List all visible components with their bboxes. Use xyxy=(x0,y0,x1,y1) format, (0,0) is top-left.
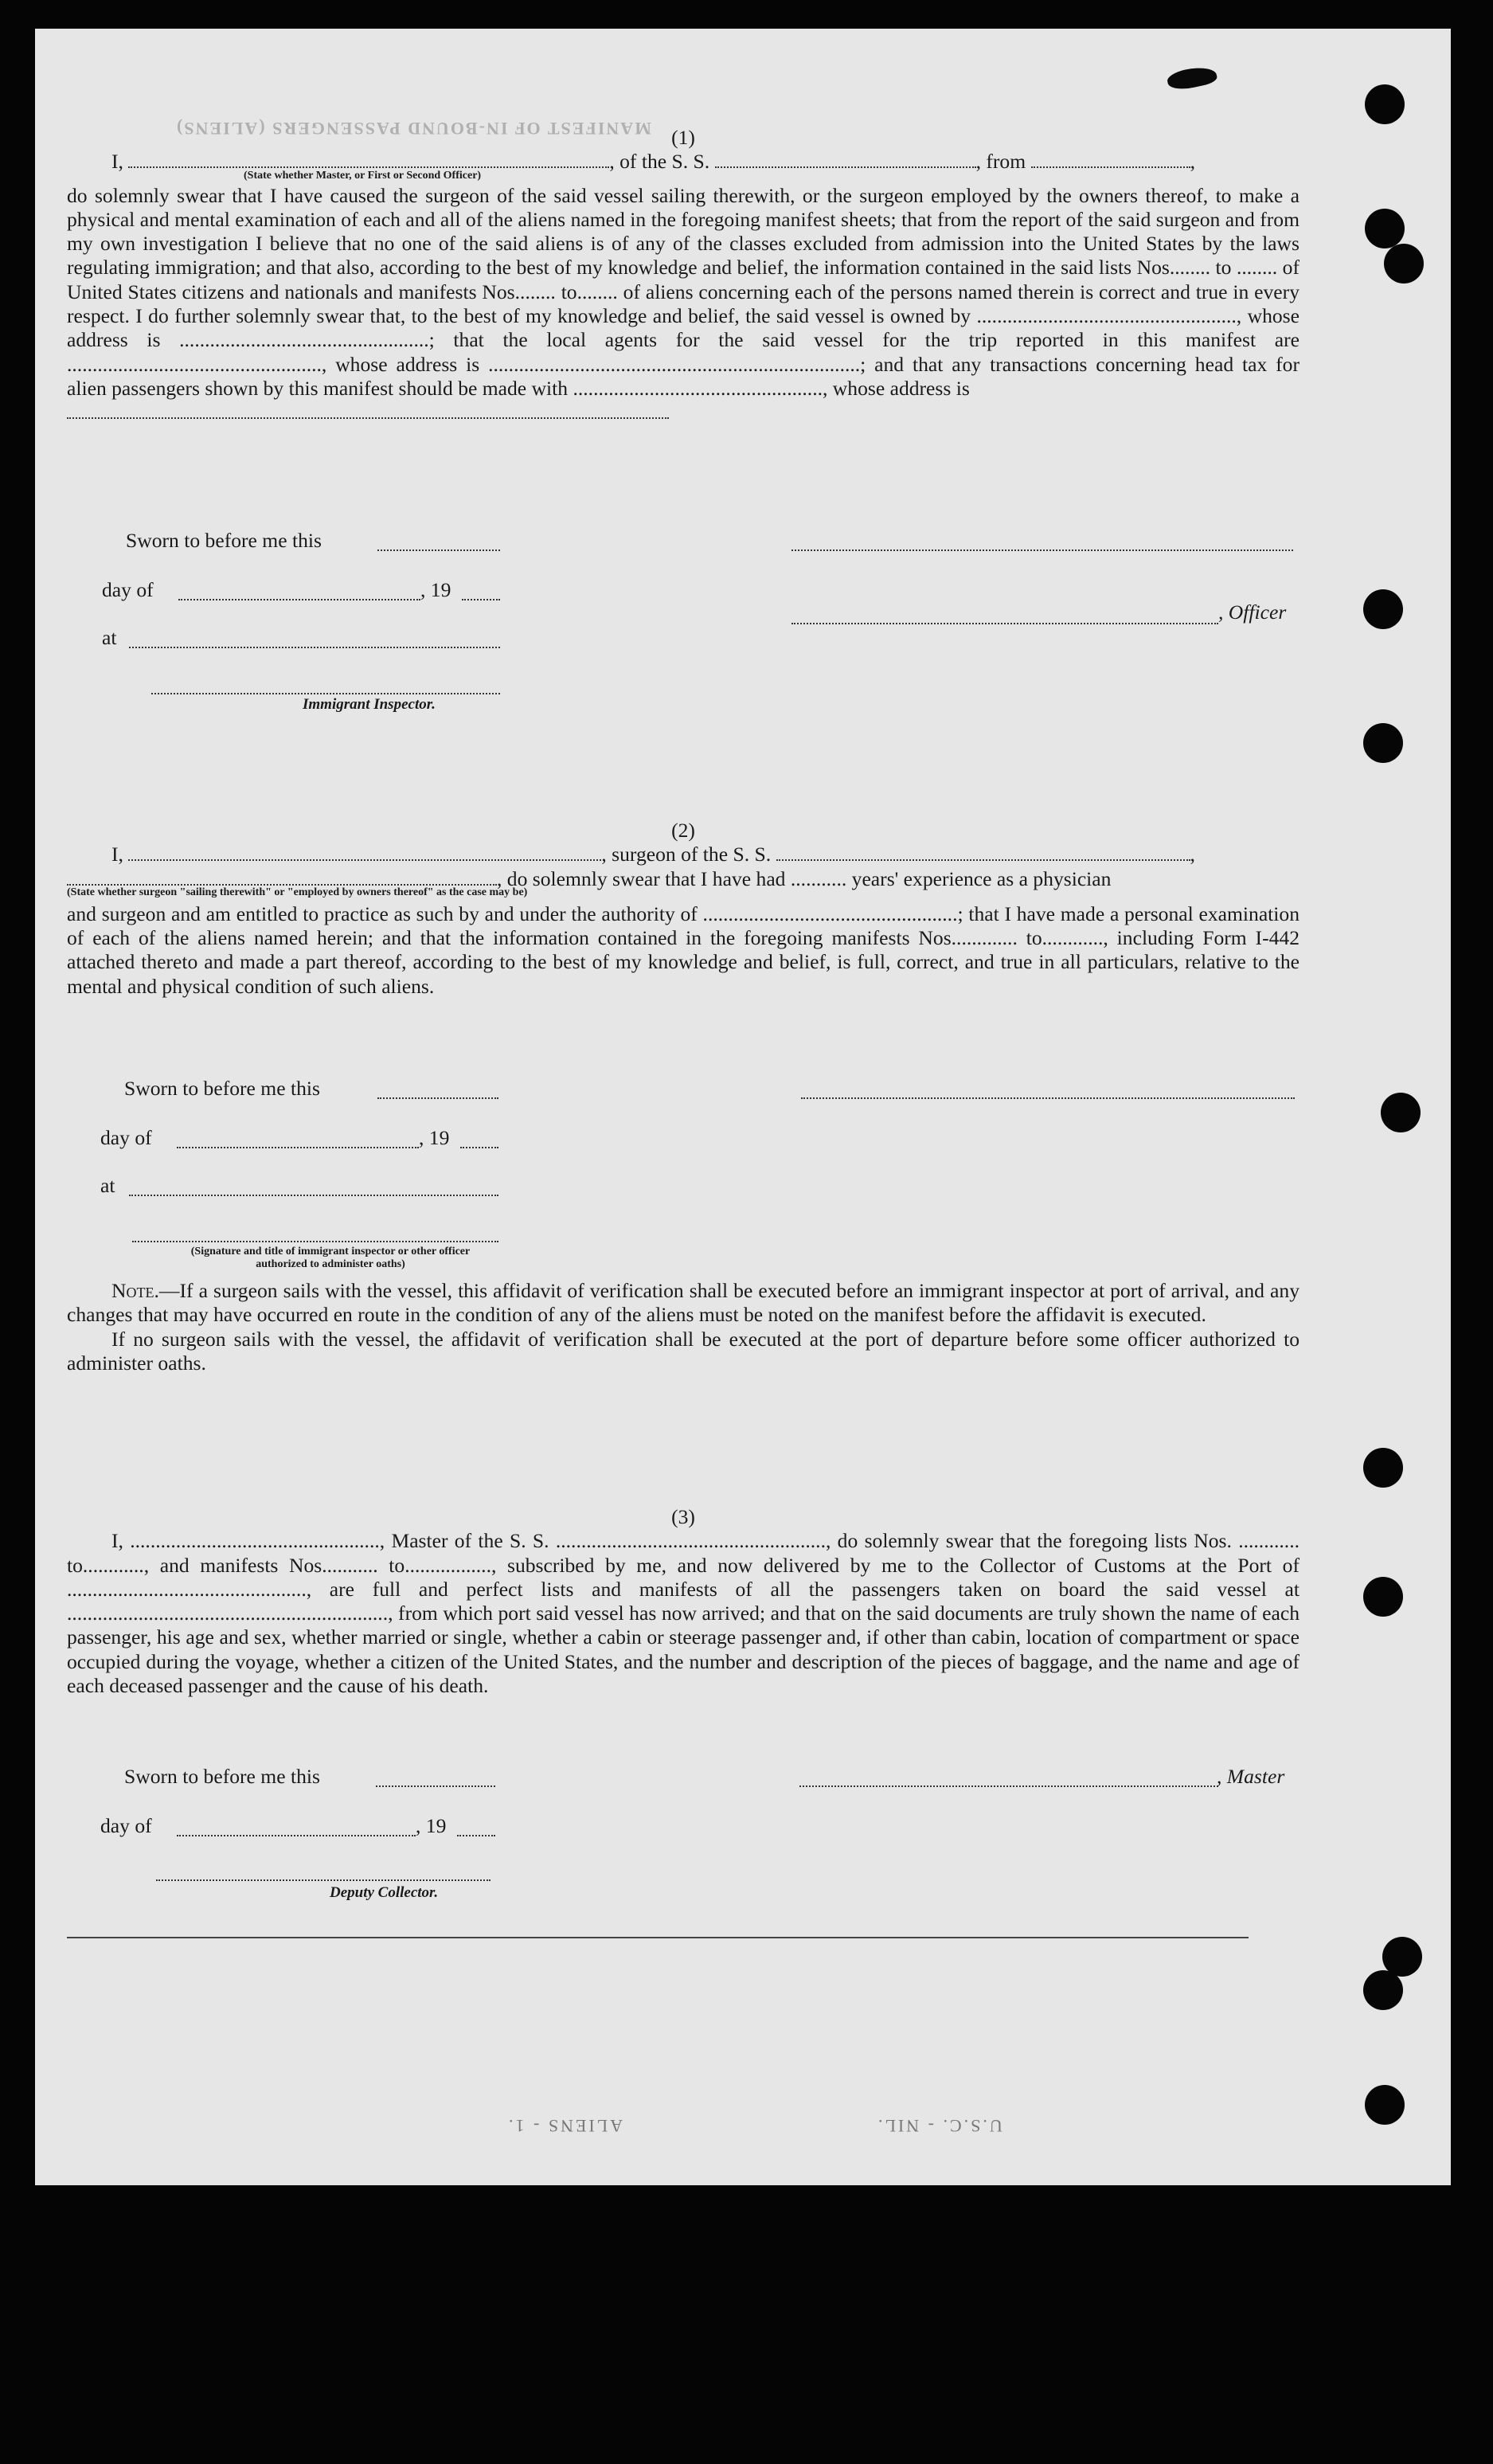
surgeon-caption: (State whether surgeon "sailing therewith" or "employed by owners thereof" as the case may be) xyxy=(67,886,528,898)
at-label-1: at xyxy=(102,626,117,649)
inspector-signature-line[interactable] xyxy=(151,693,500,694)
day-of-field-2[interactable] xyxy=(177,1147,419,1148)
surgeon-status-field[interactable] xyxy=(67,868,497,886)
header-ghost-text: MANIFEST OF IN-BOUND PASSENGERS (ALIENS) xyxy=(175,119,651,139)
surgeon-name-field[interactable] xyxy=(128,843,601,861)
footer-left-text: ALIENS - 1. xyxy=(506,2116,623,2136)
year-label-1: , 19 xyxy=(420,578,451,601)
officer-name-line[interactable] xyxy=(791,623,1218,624)
section-3 xyxy=(67,1505,1300,1698)
master-label: , Master xyxy=(1217,1765,1285,1788)
at-field-2[interactable] xyxy=(129,1195,498,1196)
immigrant-inspector-caption: Immigrant Inspector. xyxy=(303,696,436,713)
head-tax-address-field[interactable] xyxy=(67,401,669,419)
from-port-field[interactable] xyxy=(1031,151,1190,168)
day-of-label-1: day of xyxy=(102,578,154,601)
note-paragraph-2: If no surgeon sails with the vessel, the affidavit of verification shall be executed at the port of departure before some officer authorized to administer oaths. xyxy=(67,1327,1300,1375)
section-2-line2: , do solemnly swear that I have had ........... years' experience as a physician xyxy=(67,867,1300,891)
punch-hole xyxy=(1363,1577,1403,1617)
punch-hole xyxy=(1363,723,1403,763)
punch-hole xyxy=(1363,1970,1403,2010)
section-2 xyxy=(67,819,1300,999)
punch-hole xyxy=(1384,244,1424,284)
punch-hole xyxy=(1381,1093,1421,1132)
ship-name-field[interactable] xyxy=(715,151,976,168)
officer-label: , Officer xyxy=(1218,600,1287,624)
section-1-body: do solemnly swear that I have caused the surgeon of the said vessel sailing therewith, or the surgeon employed by the owners thereof, to make a physical and mental examination of each and all of the aliens named in the foregoing manifest sheets; that from the report of the said surgeon and from my own investigation I believe that no one of the said aliens is of any of the classes excluded from admission into the United States by the laws regulating immigration; and that also, according to the best of my knowledge and belief, the information contained in the said lists Nos........ to ........ of United States citizens and nationals and manifests Nos........ to........ of aliens concerning each of the persons named therein is correct and true in every respect. I do further solemnly swear that, to the best of my knowledge and belief, the said vessel is owned by ..................................................., whose address is .................................................; that the local agents for the said vessel for the trip reported in this manifest are .................................................., whose address is .........................................................................; and that any transactions concerning head tax for alien passengers shown by this manifest should be made with ................................................., whose address is xyxy=(67,183,1300,400)
year-label-3: , 19 xyxy=(416,1814,447,1837)
note xyxy=(67,1279,1300,1375)
day-of-field-3[interactable] xyxy=(177,1835,416,1836)
surgeon-signature-line[interactable] xyxy=(801,1097,1295,1099)
collector-signature-line[interactable] xyxy=(156,1879,491,1881)
deputy-collector-caption: Deputy Collector. xyxy=(330,1884,439,1901)
footer-right-text: U.S.C. - NIL. xyxy=(876,2116,1002,2136)
punch-hole xyxy=(1365,209,1405,248)
section-1-tail xyxy=(67,401,1300,424)
section-3-body: I, ................................................., Master of the S. S. ....................................................., do solemnly swear that the foregoing lists Nos. ............ to............, and manifests Nos........... to................., subscribed by me, and now delivered by me to the Collector of Customs at the Port of ..............................................., are full and perfect lists and manifests of all the passengers taken on board the said vessel at ..............................................................., from which port said vessel has now arrived; and that on the said documents are truly shown the name of each passenger, his age and sex, whether married or single, whether a cabin or steerage passenger and, if other than cabin, location of compartment or space occupied during the voyage, whether a citizen of the United States, and the number and description of the pieces of baggage, and the name and age of each deceased passenger and the cause of his death. xyxy=(67,1529,1300,1698)
sworn-label-2: Sworn to before me this xyxy=(124,1077,320,1100)
officer-caption: (State whether Master, or First or Second Officer) xyxy=(244,169,482,182)
signature-caption: (Signature and title of immigrant inspector or other officer authorized to administer oaths) xyxy=(190,1246,471,1270)
bottom-rule xyxy=(67,1937,1249,1938)
punch-hole xyxy=(1363,1448,1403,1488)
year-field-2[interactable] xyxy=(460,1147,498,1148)
day-of-label-3: day of xyxy=(100,1814,152,1837)
punch-hole xyxy=(1363,589,1403,629)
section-2-body: and surgeon and am entitled to practice as such by and under the authority of ..................................................; that I have made a personal examination of each of the aliens named herein; and that the information contained in the foregoing manifests Nos............. to............, including Form I-442 attached thereto and made a part thereof, according to the best of my knowledge and belief, is full, correct, and true in all particulars, relative to the mental and physical condition of such aliens. xyxy=(67,902,1300,998)
punch-hole xyxy=(1365,84,1405,124)
officer-name-field[interactable] xyxy=(128,151,609,168)
note-paragraph-1: Note.—If a surgeon sails with the vessel, this affidavit of verification shall be executed before an immigrant inspector at port of arrival, and any changes that may have occurred en route in the condition of any of the aliens must be noted on the manifest before the affidavit is executed. xyxy=(67,1279,1300,1327)
section-number: (2) xyxy=(671,819,695,842)
section-2-line1: I, , surgeon of the S. S. , xyxy=(111,843,1195,866)
section-1-line1: I, , of the S. S. , from , xyxy=(111,150,1195,174)
master-signature-line[interactable] xyxy=(799,1785,1218,1787)
at-field-1[interactable] xyxy=(129,647,500,648)
inspector-signature-line-2[interactable] xyxy=(132,1241,498,1242)
sworn-date-field-2[interactable] xyxy=(377,1097,498,1099)
at-label-2: at xyxy=(100,1174,115,1197)
sworn-label-1: Sworn to before me this xyxy=(126,529,322,552)
day-of-field-1[interactable] xyxy=(178,599,420,600)
section-number: (1) xyxy=(671,126,695,149)
sworn-date-field-3[interactable] xyxy=(376,1785,495,1787)
day-of-label-2: day of xyxy=(100,1126,152,1149)
year-field-3[interactable] xyxy=(457,1835,495,1836)
officer-signature-line[interactable] xyxy=(791,550,1293,551)
punch-hole xyxy=(1365,2085,1405,2125)
year-field-1[interactable] xyxy=(462,599,500,600)
surgeon-ship-field[interactable] xyxy=(776,843,1190,861)
section-number: (3) xyxy=(671,1505,695,1528)
sworn-label-3: Sworn to before me this xyxy=(124,1765,320,1788)
sworn-date-field-1[interactable] xyxy=(377,550,500,551)
section-1 xyxy=(67,126,1300,425)
year-label-2: , 19 xyxy=(419,1126,450,1149)
